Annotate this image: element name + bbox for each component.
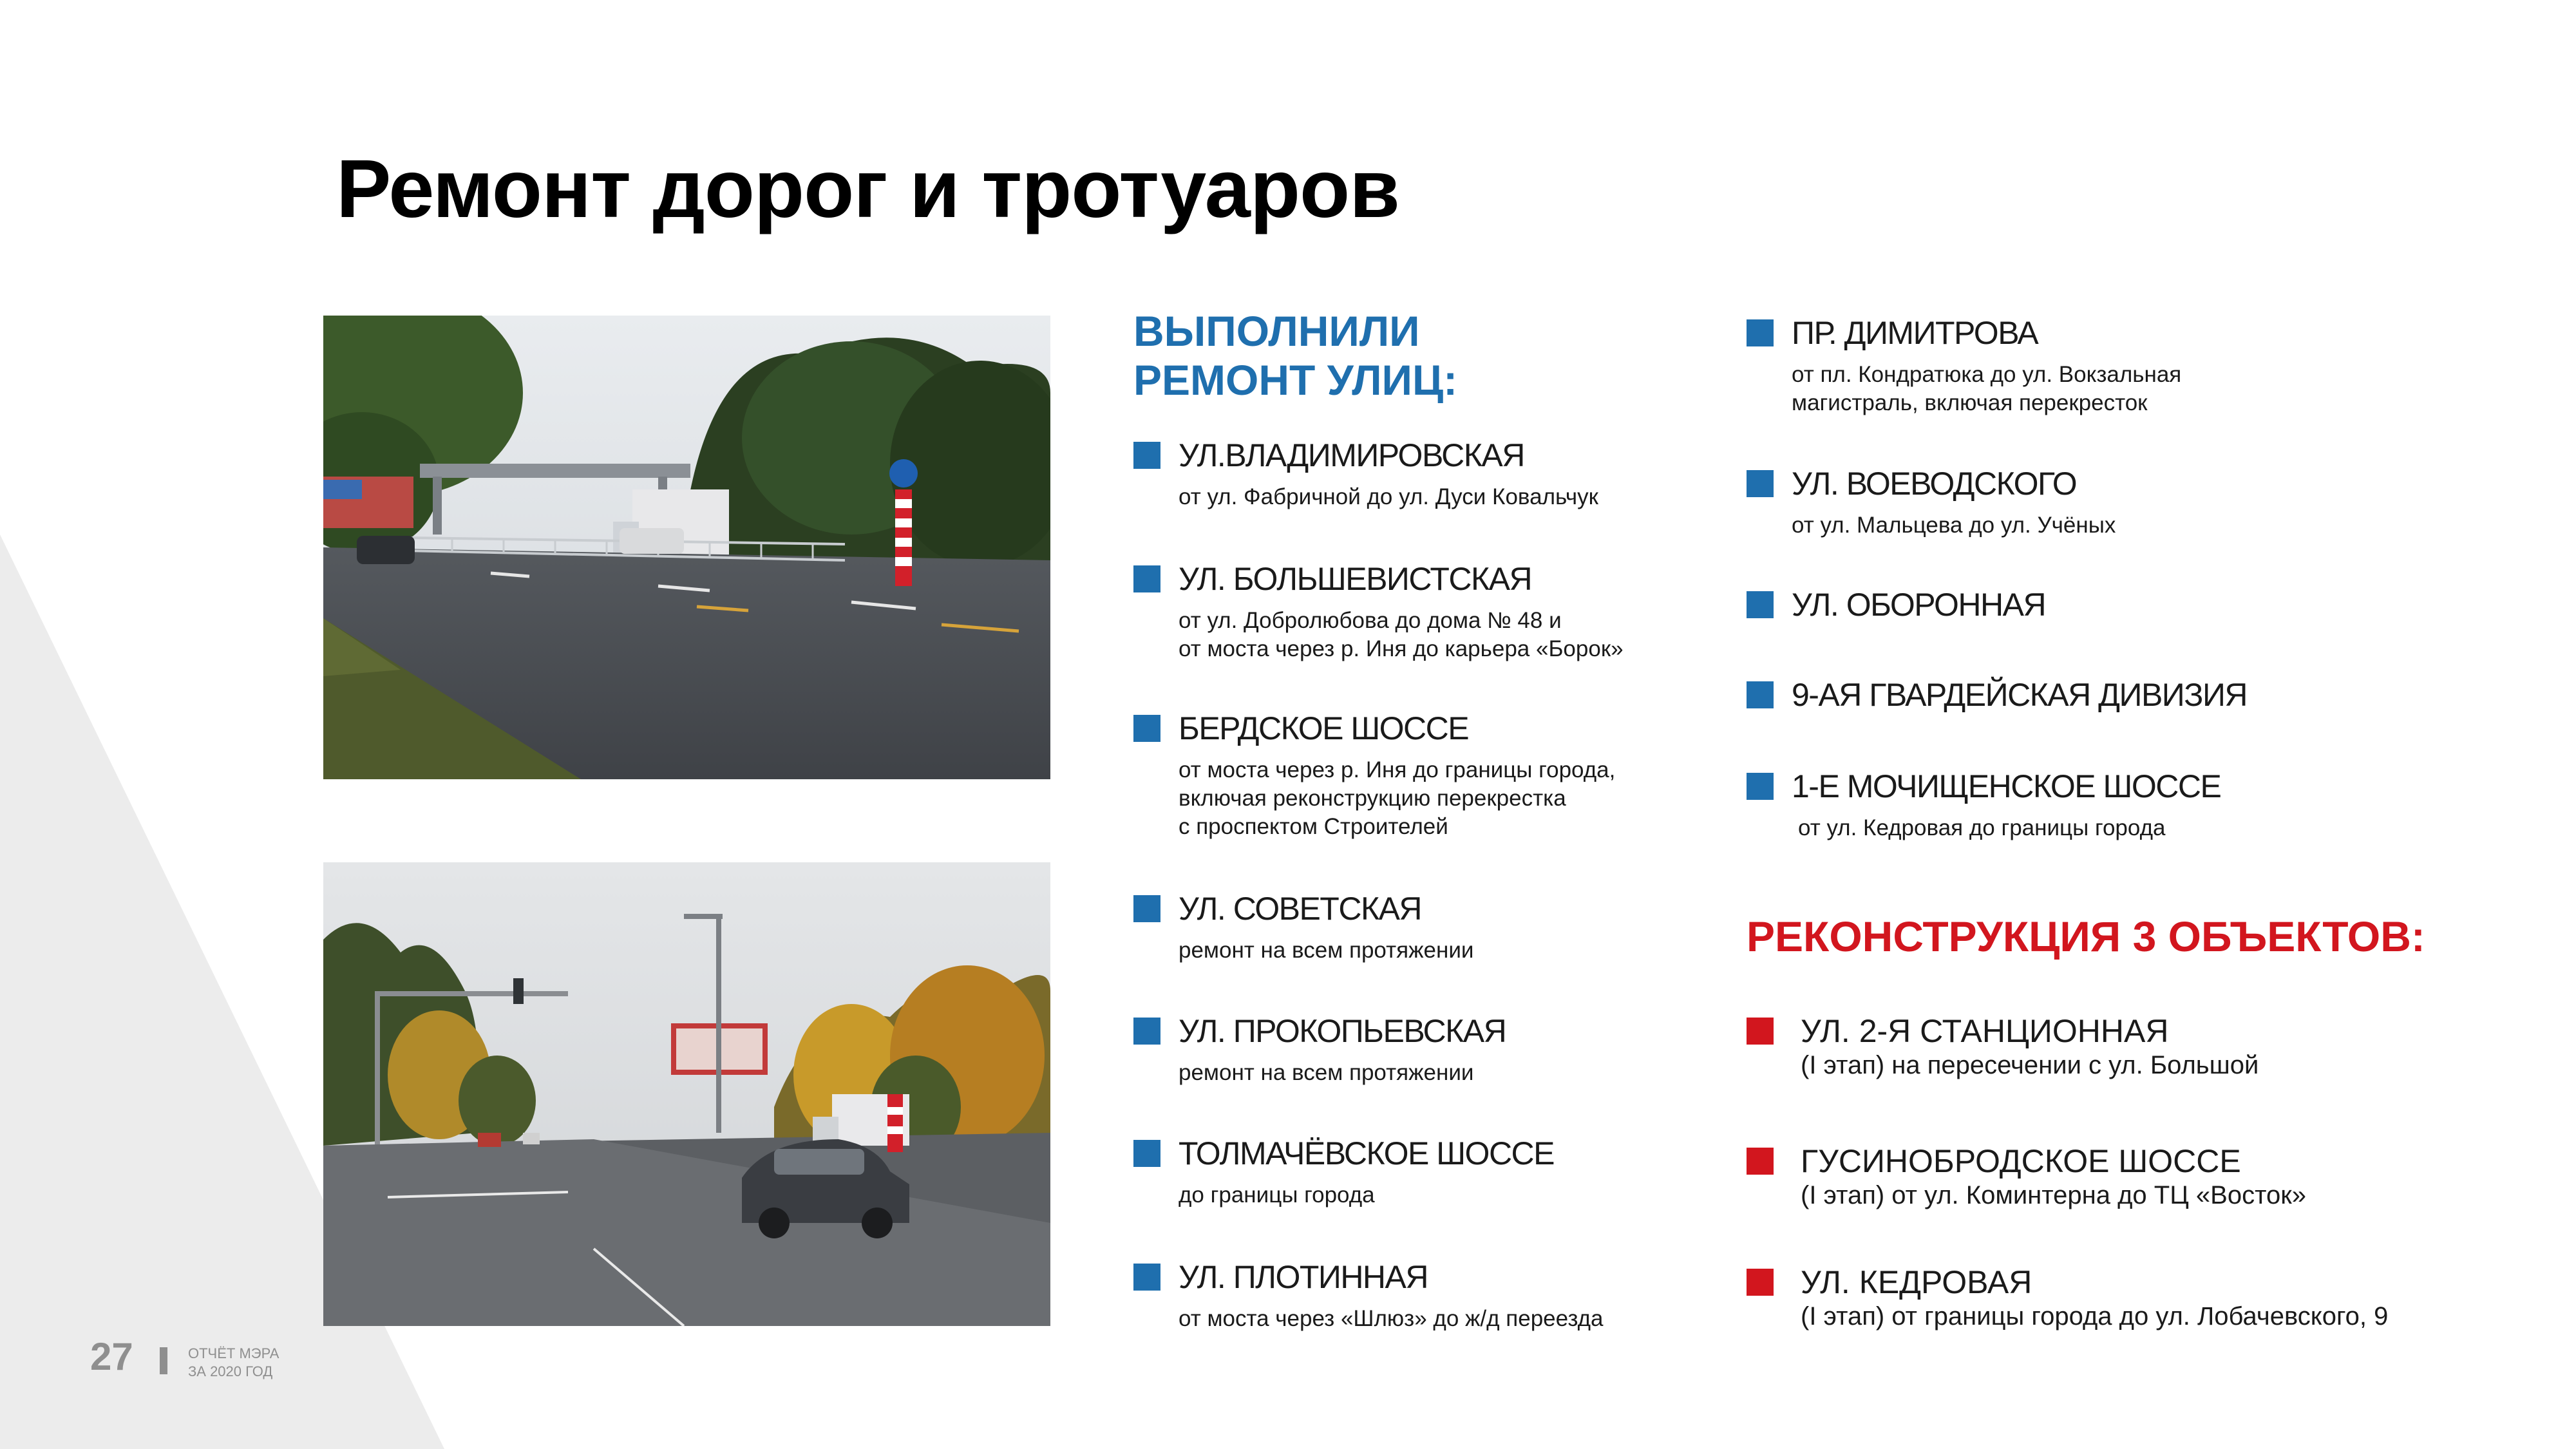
description-line: от моста через «Шлюз» до ж/д переезда: [1179, 1306, 1604, 1331]
page-title: Ремонт дорог и тротуаров: [336, 143, 1399, 235]
bullet-square-icon: [1747, 773, 1774, 800]
description-line: от ул. Добролюбова до дома № 48 и: [1179, 608, 1562, 633]
street-name: ПР. ДИМИТРОВА: [1792, 315, 2038, 351]
repaired-heading-line1: ВЫПОЛНИЛИ: [1133, 307, 1420, 355]
street-name: 1-Е МОЧИЩЕНСКОЕ ШОССЕ: [1792, 768, 2221, 804]
bullet-square-icon: [1747, 1269, 1774, 1296]
object-description: (I этап) от границы города до ул. Лобачевского, 9: [1801, 1302, 2389, 1331]
footer-divider: [160, 1347, 167, 1374]
description-line: от ул. Кедровая до границы города: [1798, 815, 2166, 840]
footer-line-2: ЗА 2020 ГОД: [188, 1363, 273, 1379]
description-line: от моста через р. Иня до границы города,: [1179, 757, 1616, 782]
footer-caption: [188, 1345, 279, 1381]
street-description: [1798, 814, 2165, 842]
street-name: УЛ. ПЛОТИННАЯ: [1179, 1259, 1428, 1295]
page-number: 27: [90, 1335, 133, 1378]
object-name: ГУСИНОБРОДСКОЕ ШОССЕ: [1801, 1143, 2241, 1179]
street-description: [1179, 1059, 1473, 1087]
description-line: от моста через р. Иня до карьера «Борок»: [1179, 636, 1624, 661]
street-description: [1179, 1181, 1375, 1209]
street-name: БЕРДСКОЕ ШОССЕ: [1179, 710, 1469, 746]
street-description: [1179, 756, 1615, 841]
repaired-heading-line2: РЕМОНТ УЛИЦ:: [1133, 356, 1458, 404]
street-description: [1179, 936, 1473, 965]
street-name: УЛ. ВОЕВОДСКОГО: [1792, 466, 2077, 502]
road-photo-2: [323, 862, 1050, 1326]
street-name: УЛ. ОБОРОННАЯ: [1792, 587, 2046, 623]
street-description: [1792, 361, 2181, 417]
road-photo-1: [323, 316, 1050, 779]
description-line: магистраль, включая перекресток: [1792, 390, 2148, 415]
object-description: (I этап) на пересечении с ул. Большой: [1801, 1051, 2259, 1079]
description-line: от пл. Кондратюка до ул. Вокзальная: [1792, 362, 2182, 387]
street-name: 9-АЯ ГВАРДЕЙСКАЯ ДИВИЗИЯ: [1792, 677, 2247, 713]
bullet-square-icon: [1133, 895, 1160, 922]
street-name: УЛ. СОВЕТСКАЯ: [1179, 891, 1422, 927]
reconstruction-heading: РЕКОНСТРУКЦИЯ 3 ОБЪЕКТОВ:: [1747, 913, 2425, 960]
description-line: включая реконструкцию перекрестка: [1179, 786, 1566, 811]
object-description: (I этап) от ул. Коминтерна до ТЦ «Восток»: [1801, 1181, 2306, 1209]
description-line: от ул. Фабричной до ул. Дуси Ковальчук: [1179, 484, 1598, 509]
bullet-square-icon: [1747, 470, 1774, 497]
street-name: УЛ.ВЛАДИМИРОВСКАЯ: [1179, 437, 1524, 473]
bullet-square-icon: [1133, 1264, 1160, 1291]
object-name: УЛ. КЕДРОВАЯ: [1801, 1264, 2032, 1300]
street-name: УЛ. ПРОКОПЬЕВСКАЯ: [1179, 1013, 1506, 1049]
bullet-square-icon: [1133, 1018, 1160, 1045]
street-description: [1179, 483, 1598, 511]
street-description: [1179, 1305, 1604, 1333]
street-name: УЛ. БОЛЬШЕВИСТСКАЯ: [1179, 561, 1532, 597]
bullet-square-icon: [1747, 681, 1774, 708]
bullet-square-icon: [1133, 1140, 1160, 1167]
street-description: [1179, 607, 1624, 663]
bullet-square-icon: [1747, 319, 1774, 346]
footer-line-1: ОТЧЁТ МЭРА: [188, 1345, 279, 1361]
description-line: с проспектом Строителей: [1179, 814, 1448, 839]
description-line: ремонт на всем протяжении: [1179, 938, 1474, 963]
bullet-square-icon: [1133, 715, 1160, 742]
bullet-square-icon: [1747, 591, 1774, 618]
bullet-square-icon: [1133, 565, 1160, 592]
description-line: ремонт на всем протяжении: [1179, 1060, 1474, 1085]
repaired-streets-heading: [1133, 307, 1457, 404]
bullet-square-icon: [1133, 442, 1160, 469]
bullet-square-icon: [1747, 1148, 1774, 1175]
bullet-square-icon: [1747, 1018, 1774, 1045]
street-description: [1792, 511, 2116, 540]
street-name: ТОЛМАЧЁВСКОЕ ШОССЕ: [1179, 1135, 1555, 1171]
description-line: до границы города: [1179, 1182, 1375, 1208]
description-line: от ул. Мальцева до ул. Учёных: [1792, 513, 2116, 538]
object-name: УЛ. 2-Я СТАНЦИОННАЯ: [1801, 1013, 2169, 1049]
